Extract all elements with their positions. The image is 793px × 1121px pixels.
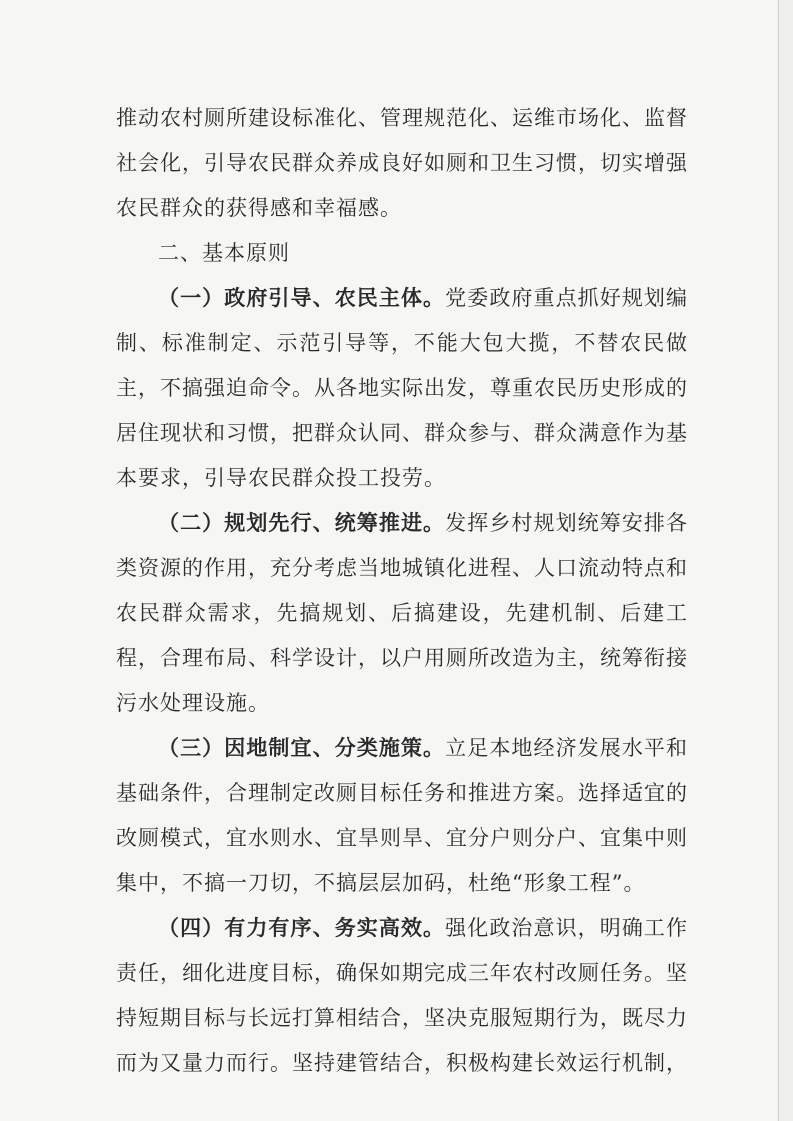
principle-lead-3: （三）因地制宜、分类施策。 <box>158 736 446 760</box>
principle-paragraph-2 <box>116 501 688 726</box>
document-page <box>116 96 688 1086</box>
principle-text-4: 强化政治意识，明确工作责任，细化进度目标，确保如期完成三年农村改厕任务。坚持短期目标与长远打算相结合，坚决克服短期行为，既尽力而为又量力而行。坚持建管结合，积极构建长效运行机制， <box>116 916 689 1075</box>
principle-text-2: 发挥乡村规划统筹安排各类资源的作用，充分考虑当地城镇化进程、人口流动特点和农民群众需求，先搞规划、后搞建设，先建机制、后建工程，合理布局、科学设计，以户用厕所改造为主，统筹衔接污水处理设施。 <box>116 511 689 715</box>
principle-text-3: 立足本地经济发展水平和基础条件，合理制定改厕目标任务和推进方案。选择适宜的改厕模式，宜水则水、宜旱则旱、宜分户则分户、宜集中则集中，不搞一刀切，不搞层层加码，杜绝“形象工程”。 <box>116 736 689 895</box>
scan-edge-line <box>778 0 779 1121</box>
principle-lead-2: （二）规划先行、统筹推进。 <box>158 511 446 535</box>
principle-text-1: 党委政府重点抓好规划编制、标准制定、示范引导等，不能大包大揽，不替农民做主，不搞强迫命令。从各地实际出发，尊重农民历史形成的居住现状和习惯，把群众认同、群众参与、群众满意作为基本要求，引导农民群众投工投劳。 <box>116 286 689 490</box>
section-heading: 二、基本原则 <box>158 241 290 265</box>
principle-paragraph-4 <box>116 906 688 1086</box>
principle-lead-1: （一）政府引导、农民主体。 <box>158 286 446 310</box>
principle-paragraph-3 <box>116 726 688 906</box>
intro-paragraph: 推动农村厕所建设标准化、管理规范化、运维市场化、监督社会化，引导农民群众养成良好如厕和卫生习惯，切实增强农民群众的获得感和幸福感。 <box>116 106 688 220</box>
principle-lead-4: （四）有力有序、务实高效。 <box>158 916 446 940</box>
principle-paragraph-1 <box>116 276 688 501</box>
scan-margin <box>779 0 793 1121</box>
